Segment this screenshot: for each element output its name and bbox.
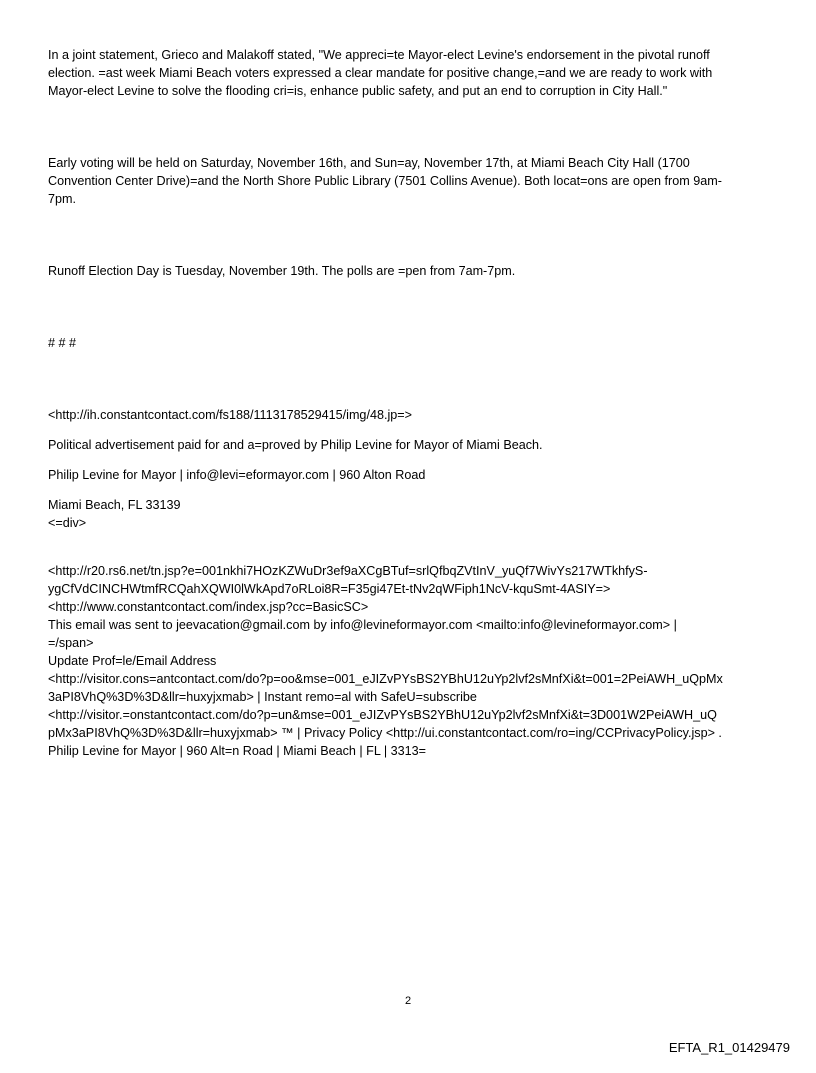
update-profile-label: Update Prof=le/Email Address — [48, 654, 217, 668]
text-line: Convention Center Drive)=and the North Shore Public Library (7501 Collins Avenue). Both locat=ons are open from 9am- — [48, 174, 722, 188]
text-line: Early voting will be held on Saturday, November 16th, and Sun=ay, November 17th, at Miami Beach City Hall (1700 — [48, 156, 690, 170]
sender-address-line: Philip Levine for Mayor | 960 Alt=n Road | Miami Beach | FL | 3313= — [48, 744, 427, 758]
tracking-link[interactable]: ygCfVdCINCHWtmfRCQahXQWI0lWkApd7oRLoi8R=F35gi47Et-tNv2qWFiph1NcV-kquSmt-4ASIY=> — [48, 582, 611, 596]
text-line: In a joint statement, Grieco and Malakoff stated, "We appreci=te Mayor-elect Levine's endorsement in the pivotal runoff — [48, 48, 710, 62]
early-voting-paragraph — [48, 154, 778, 208]
bates-number: EFTA_R1_01429479 — [668, 1040, 790, 1055]
address-line: Miami Beach, FL 33139 — [48, 498, 181, 512]
text-line: election. =ast week Miami Beach voters expressed a clear mandate for positive change,=and we are ready to work with — [48, 66, 713, 80]
update-profile-link-cont[interactable]: 3aPI8VhQ%3D%3D&llr=huxyjxmab> | Instant remo=al with SafeU=subscribe — [48, 690, 477, 704]
document-body — [48, 46, 778, 760]
text-line: Mayor-elect Levine to solve the flooding cri=is, enhance public safety, and put an end to corruption in City Hall." — [48, 84, 668, 98]
address-line: <=div> — [48, 516, 87, 530]
page-number: 2 — [404, 995, 412, 1007]
email-footer — [48, 562, 778, 760]
joint-statement-paragraph — [48, 46, 778, 100]
sent-to-line: This email was sent to jeevacation@gmail.com by info@levineformayor.com <mailto:info@levineformayor.com> | — [48, 618, 677, 632]
privacy-policy-line[interactable]: pMx3aPI8VhQ%3D%3D&llr=huxyjxmab> ™ | Privacy Policy <http://ui.constantcontact.com/ro=ing/CCPrivacyPolicy.jsp> . — [48, 726, 722, 740]
contact-line: Philip Levine for Mayor | info@levi=eformayor.com | 960 Alton Road — [48, 468, 426, 482]
section-separator: # # # — [48, 336, 77, 350]
address-block — [48, 496, 778, 532]
constant-contact-link[interactable]: <http://www.constantcontact.com/index.jsp?cc=BasicSC> — [48, 600, 369, 614]
tracking-link[interactable]: <http://r20.rs6.net/tn.jsp?e=001nkhi7HOzKZWuDr3ef9aXCgBTuf=srlQfbqZVtInV_yuQf7WivYs217WTkhfyS- — [48, 564, 648, 578]
unsubscribe-link[interactable]: <http://visitor.=onstantcontact.com/do?p=un&mse=001_eJIZvPYsBS2YBhU12uYp2lvf2sMnfXi&t=3D001W2PeiAWH_uQ — [48, 708, 717, 722]
runoff-election-paragraph: Runoff Election Day is Tuesday, November 19th. The polls are =pen from 7am-7pm. — [48, 264, 516, 278]
disclaimer-text: Political advertisement paid for and a=proved by Philip Levine for Mayor of Miami Beach. — [48, 438, 543, 452]
image-link[interactable]: <http://ih.constantcontact.com/fs188/1113178529415/img/48.jp=> — [48, 408, 412, 422]
footer-line: =/span> — [48, 636, 94, 650]
text-line: 7pm. — [48, 192, 76, 206]
update-profile-link[interactable]: <http://visitor.cons=antcontact.com/do?p=oo&mse=001_eJIZvPYsBS2YBhU12uYp2lvf2sMnfXi&t=001=2PeiAWH_uQpMx — [48, 672, 723, 686]
